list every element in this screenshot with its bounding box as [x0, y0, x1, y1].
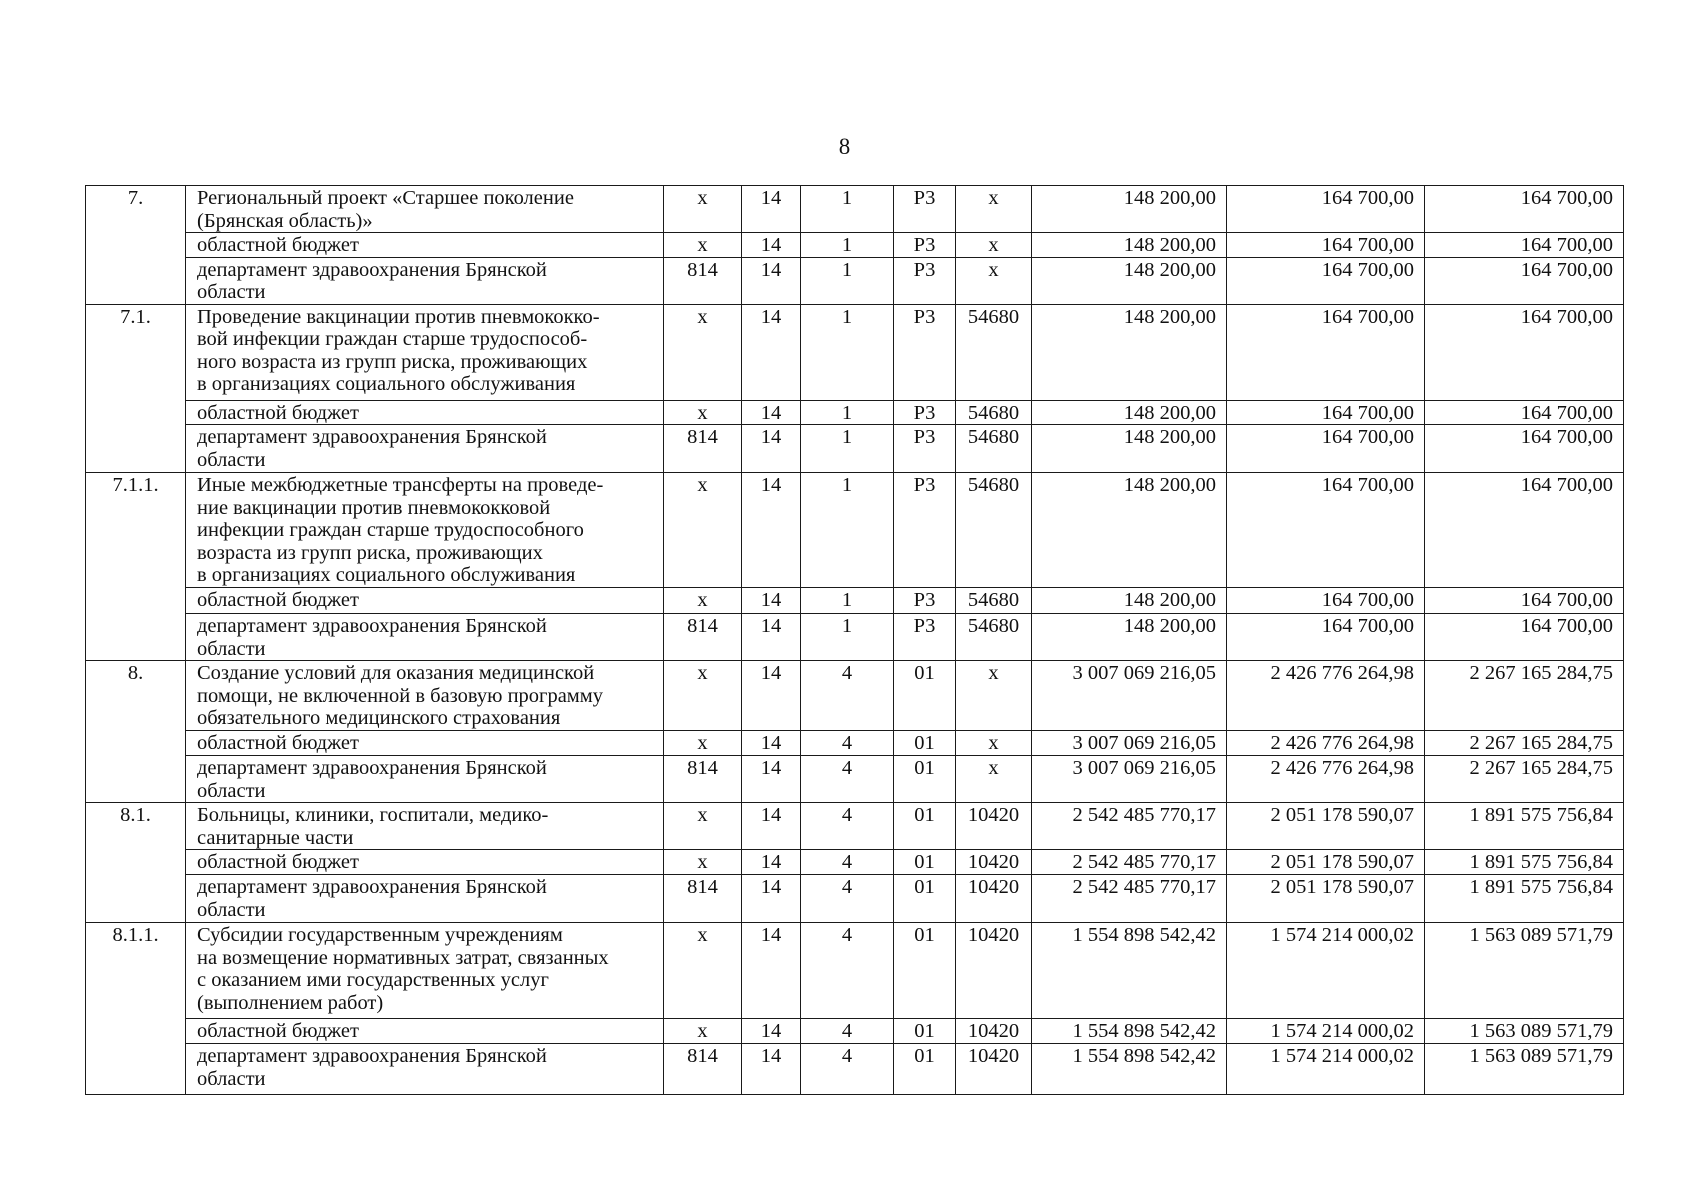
amount-year-3: 164 700,00 [1425, 425, 1624, 473]
code-program: 1 [801, 186, 894, 233]
amount-year-3: 2 267 165 284,75 [1425, 731, 1624, 756]
row-description: департамент здравоохранения Брянской области [186, 257, 664, 304]
amount-year-3: 2 267 165 284,75 [1425, 756, 1624, 803]
table-row [86, 803, 1624, 850]
amount-year-2: 1 574 214 000,02 [1227, 1044, 1425, 1095]
amount-year-1: 2 542 485 770,17 [1032, 875, 1227, 923]
code-grbs: х [664, 803, 742, 850]
row-description: областной бюджет [186, 400, 664, 425]
code-program: 4 [801, 923, 894, 1019]
table-row [86, 731, 1624, 756]
amount-year-1: 148 200,00 [1032, 233, 1227, 258]
code-section: 14 [742, 756, 801, 803]
table-row [86, 661, 1624, 731]
amount-year-2: 2 051 178 590,07 [1227, 850, 1425, 875]
item-number: 7.1. [86, 304, 186, 473]
code-section: 14 [742, 588, 801, 614]
code-grbs: х [664, 473, 742, 588]
code-direction: х [956, 731, 1032, 756]
code-direction: 54680 [956, 588, 1032, 614]
code-direction: х [956, 233, 1032, 258]
row-description: департамент здравоохранения Брянской области [186, 875, 664, 923]
code-program: 1 [801, 588, 894, 614]
row-description: Субсидии государственным учреждениям на возмещение нормативных затрат, связанных с оказанием ими государственных услуг (выполнением работ) [186, 923, 664, 1019]
amount-year-2: 164 700,00 [1227, 614, 1425, 661]
amount-year-2: 164 700,00 [1227, 425, 1425, 473]
item-number: 8.1.1. [86, 923, 186, 1095]
code-project: 01 [894, 661, 956, 731]
code-section: 14 [742, 425, 801, 473]
table-row [86, 1019, 1624, 1044]
row-description: Иные межбюджетные трансферты на проведе- ние вакцинации против пневмококковой инфекции граждан старше трудоспособного возраста из групп риска, проживающих в организациях социального обслуживания [186, 473, 664, 588]
amount-year-3: 164 700,00 [1425, 400, 1624, 425]
row-description: Больницы, клиники, госпитали, медико- санитарные части [186, 803, 664, 850]
code-grbs: х [664, 304, 742, 400]
amount-year-1: 3 007 069 216,05 [1032, 756, 1227, 803]
code-program: 1 [801, 257, 894, 304]
amount-year-3: 1 891 575 756,84 [1425, 803, 1624, 850]
table-body [86, 186, 1624, 1095]
amount-year-3: 2 267 165 284,75 [1425, 661, 1624, 731]
code-grbs: 814 [664, 756, 742, 803]
code-program: 1 [801, 473, 894, 588]
code-project: Р3 [894, 186, 956, 233]
code-grbs: х [664, 233, 742, 258]
amount-year-1: 148 200,00 [1032, 186, 1227, 233]
amount-year-2: 2 051 178 590,07 [1227, 803, 1425, 850]
code-project: Р3 [894, 400, 956, 425]
code-program: 4 [801, 875, 894, 923]
code-program: 4 [801, 1044, 894, 1095]
code-grbs: 814 [664, 1044, 742, 1095]
row-description: департамент здравоохранения Брянской области [186, 756, 664, 803]
table-row [86, 257, 1624, 304]
code-project: Р3 [894, 304, 956, 400]
amount-year-1: 3 007 069 216,05 [1032, 731, 1227, 756]
code-project: Р3 [894, 233, 956, 258]
code-program: 4 [801, 661, 894, 731]
row-description: Проведение вакцинации против пневмококко- вой инфекции граждан старше трудоспособ- ного возраста из групп риска, проживающих в организациях социального обслуживания [186, 304, 664, 400]
amount-year-3: 164 700,00 [1425, 588, 1624, 614]
amount-year-1: 148 200,00 [1032, 473, 1227, 588]
code-section: 14 [742, 304, 801, 400]
amount-year-3: 1 891 575 756,84 [1425, 875, 1624, 923]
code-section: 14 [742, 233, 801, 258]
row-description: областной бюджет [186, 1019, 664, 1044]
row-description: Создание условий для оказания медицинской помощи, не включенной в базовую программу обязательного медицинского страхования [186, 661, 664, 731]
row-description: департамент здравоохранения Брянской области [186, 425, 664, 473]
code-project: Р3 [894, 425, 956, 473]
amount-year-3: 1 891 575 756,84 [1425, 850, 1624, 875]
table-row [86, 304, 1624, 400]
code-project: Р3 [894, 588, 956, 614]
code-grbs: х [664, 850, 742, 875]
code-direction: 54680 [956, 400, 1032, 425]
code-program: 1 [801, 304, 894, 400]
code-direction: 10420 [956, 1019, 1032, 1044]
code-section: 14 [742, 731, 801, 756]
code-direction: 54680 [956, 304, 1032, 400]
amount-year-2: 2 426 776 264,98 [1227, 756, 1425, 803]
code-grbs: 814 [664, 425, 742, 473]
amount-year-1: 148 200,00 [1032, 257, 1227, 304]
amount-year-2: 1 574 214 000,02 [1227, 923, 1425, 1019]
item-number: 8. [86, 661, 186, 803]
amount-year-1: 148 200,00 [1032, 614, 1227, 661]
amount-year-3: 1 563 089 571,79 [1425, 923, 1624, 1019]
code-section: 14 [742, 473, 801, 588]
code-section: 14 [742, 1044, 801, 1095]
amount-year-2: 164 700,00 [1227, 588, 1425, 614]
table-row [86, 850, 1624, 875]
amount-year-3: 164 700,00 [1425, 186, 1624, 233]
code-direction: х [956, 661, 1032, 731]
code-grbs: х [664, 588, 742, 614]
table-row [86, 875, 1624, 923]
amount-year-2: 164 700,00 [1227, 257, 1425, 304]
table-row [86, 186, 1624, 233]
code-section: 14 [742, 257, 801, 304]
row-description: Региональный проект «Старшее поколение (Брянская область)» [186, 186, 664, 233]
amount-year-1: 1 554 898 542,42 [1032, 1019, 1227, 1044]
code-grbs: х [664, 923, 742, 1019]
code-project: 01 [894, 756, 956, 803]
row-description: департамент здравоохранения Брянской области [186, 614, 664, 661]
amount-year-1: 1 554 898 542,42 [1032, 923, 1227, 1019]
item-number: 8.1. [86, 803, 186, 923]
table-row [86, 1044, 1624, 1095]
code-grbs: 814 [664, 614, 742, 661]
item-number: 7.1.1. [86, 473, 186, 661]
code-direction: 10420 [956, 875, 1032, 923]
code-grbs: х [664, 400, 742, 425]
amount-year-1: 148 200,00 [1032, 400, 1227, 425]
table-row [86, 614, 1624, 661]
amount-year-2: 164 700,00 [1227, 233, 1425, 258]
code-project: Р3 [894, 257, 956, 304]
amount-year-1: 148 200,00 [1032, 304, 1227, 400]
code-direction: х [956, 756, 1032, 803]
code-grbs: х [664, 731, 742, 756]
row-description: областной бюджет [186, 850, 664, 875]
table-row [86, 233, 1624, 258]
code-project: 01 [894, 850, 956, 875]
amount-year-2: 1 574 214 000,02 [1227, 1019, 1425, 1044]
amount-year-3: 164 700,00 [1425, 304, 1624, 400]
code-grbs: 814 [664, 875, 742, 923]
code-project: 01 [894, 875, 956, 923]
table-row [86, 588, 1624, 614]
amount-year-2: 164 700,00 [1227, 304, 1425, 400]
code-section: 14 [742, 186, 801, 233]
code-section: 14 [742, 923, 801, 1019]
table-row [86, 473, 1624, 588]
code-section: 14 [742, 1019, 801, 1044]
code-program: 1 [801, 614, 894, 661]
code-direction: 10420 [956, 923, 1032, 1019]
code-program: 1 [801, 425, 894, 473]
code-direction: х [956, 257, 1032, 304]
code-project: 01 [894, 803, 956, 850]
amount-year-3: 164 700,00 [1425, 257, 1624, 304]
budget-table [85, 185, 1624, 1095]
code-program: 4 [801, 756, 894, 803]
table-row [86, 425, 1624, 473]
amount-year-1: 1 554 898 542,42 [1032, 1044, 1227, 1095]
code-program: 4 [801, 1019, 894, 1044]
amount-year-3: 1 563 089 571,79 [1425, 1019, 1624, 1044]
code-program: 1 [801, 400, 894, 425]
code-direction: 10420 [956, 1044, 1032, 1095]
code-project: 01 [894, 1019, 956, 1044]
code-section: 14 [742, 803, 801, 850]
amount-year-1: 2 542 485 770,17 [1032, 850, 1227, 875]
code-direction: 10420 [956, 803, 1032, 850]
code-section: 14 [742, 614, 801, 661]
amount-year-3: 1 563 089 571,79 [1425, 1044, 1624, 1095]
amount-year-1: 2 542 485 770,17 [1032, 803, 1227, 850]
amount-year-2: 164 700,00 [1227, 186, 1425, 233]
code-project: 01 [894, 923, 956, 1019]
amount-year-3: 164 700,00 [1425, 233, 1624, 258]
row-description: областной бюджет [186, 588, 664, 614]
code-program: 1 [801, 233, 894, 258]
code-section: 14 [742, 850, 801, 875]
table-row [86, 923, 1624, 1019]
table-row [86, 756, 1624, 803]
code-grbs: 814 [664, 257, 742, 304]
amount-year-2: 2 426 776 264,98 [1227, 661, 1425, 731]
row-description: областной бюджет [186, 233, 664, 258]
table-row [86, 400, 1624, 425]
code-direction: 10420 [956, 850, 1032, 875]
code-grbs: х [664, 661, 742, 731]
code-project: 01 [894, 731, 956, 756]
page-number: 8 [838, 134, 851, 159]
code-project: Р3 [894, 614, 956, 661]
code-section: 14 [742, 875, 801, 923]
code-section: 14 [742, 400, 801, 425]
code-grbs: х [664, 186, 742, 233]
code-grbs: х [664, 1019, 742, 1044]
amount-year-2: 2 051 178 590,07 [1227, 875, 1425, 923]
code-project: 01 [894, 1044, 956, 1095]
code-direction: 54680 [956, 425, 1032, 473]
amount-year-2: 2 426 776 264,98 [1227, 731, 1425, 756]
amount-year-1: 3 007 069 216,05 [1032, 661, 1227, 731]
amount-year-1: 148 200,00 [1032, 425, 1227, 473]
row-description: областной бюджет [186, 731, 664, 756]
code-program: 4 [801, 803, 894, 850]
code-program: 4 [801, 731, 894, 756]
amount-year-2: 164 700,00 [1227, 400, 1425, 425]
row-description: департамент здравоохранения Брянской области [186, 1044, 664, 1095]
code-direction: 54680 [956, 614, 1032, 661]
code-section: 14 [742, 661, 801, 731]
amount-year-1: 148 200,00 [1032, 588, 1227, 614]
amount-year-3: 164 700,00 [1425, 614, 1624, 661]
code-direction: 54680 [956, 473, 1032, 588]
amount-year-3: 164 700,00 [1425, 473, 1624, 588]
amount-year-2: 164 700,00 [1227, 473, 1425, 588]
item-number: 7. [86, 186, 186, 305]
code-direction: х [956, 186, 1032, 233]
code-project: Р3 [894, 473, 956, 588]
code-program: 4 [801, 850, 894, 875]
